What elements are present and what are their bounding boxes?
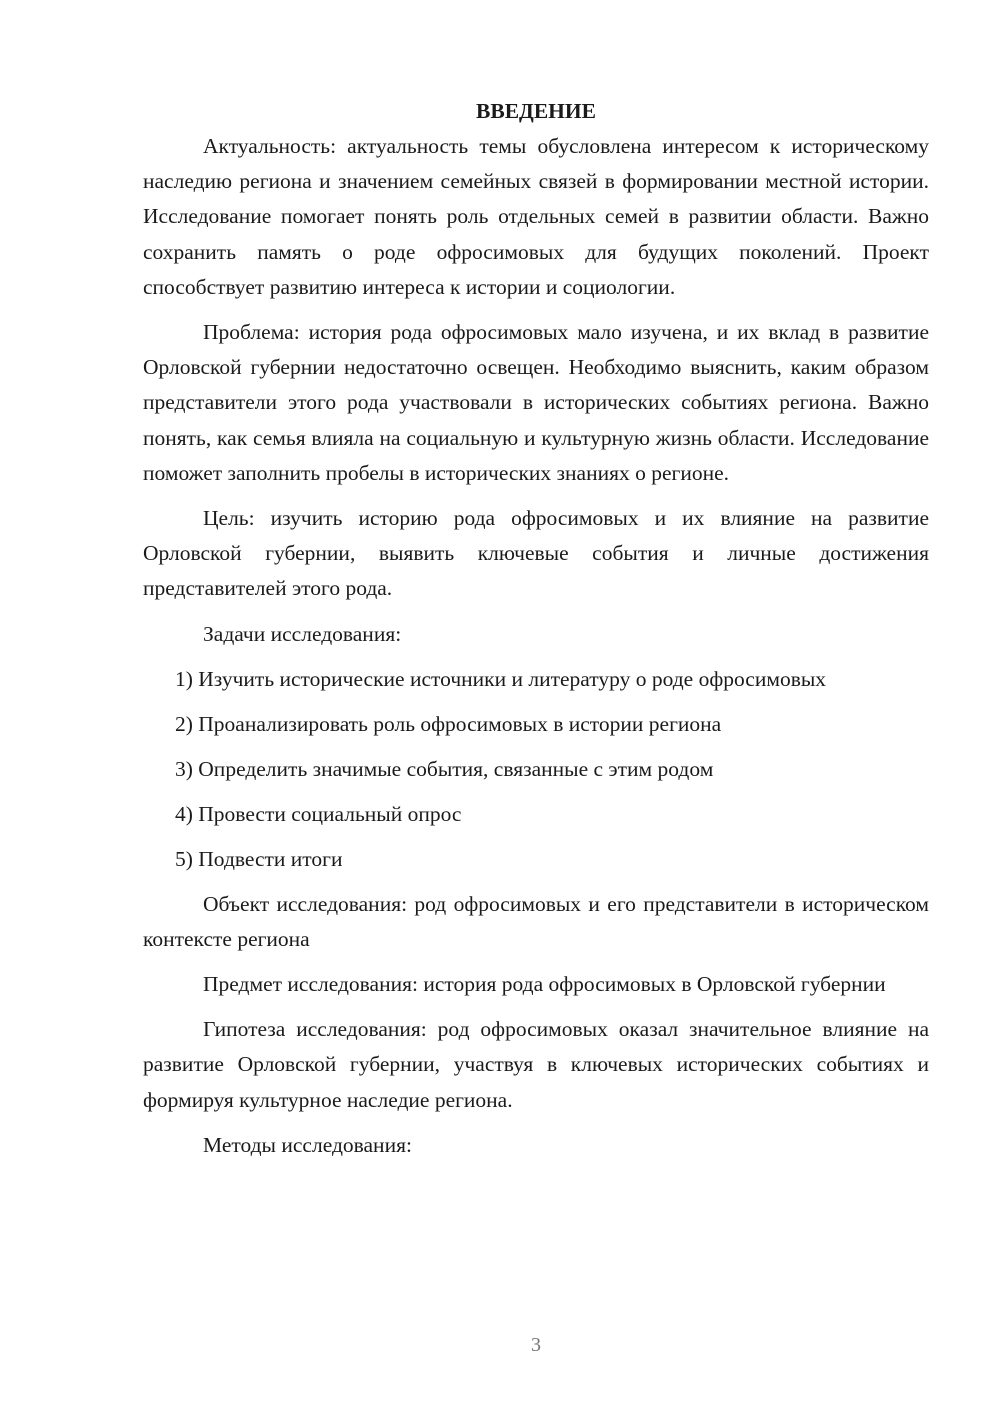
tasks-heading: Задачи исследования: [203, 621, 402, 646]
document-page [143, 94, 929, 1173]
paragraph-goal: Цель: изучить историю рода офросимовых и их влияние на развитие Орловской губернии, выявить ключевые события и личные достижения представителей этого рода. [143, 506, 929, 601]
paragraph-object: Объект исследования: род офросимовых и его представители в историческом контексте региона [143, 891, 929, 951]
tasks-list [143, 662, 929, 877]
list-item: 2) Проанализировать роль офросимовых в истории региона [175, 711, 722, 736]
list-item: 3) Определить значимые события, связанные с этим родом [175, 756, 714, 781]
paragraph-relevance: Актуальность: актуальность темы обусловлена интересом к историческому наследию региона и значением семейных связей в формировании местной истории. Исследование помогает понять роль отдельных семей в развитии области. Важно сохранить память о роде офросимовых для будущих поколений. Проект способствует развитию интереса к истории и социологии. [143, 134, 929, 299]
paragraph-hypothesis: Гипотеза исследования: род офросимовых оказал значительное влияние на развитие Орловской губернии, участвуя в ключевых исторических событиях и формируя культурное наследие региона. [143, 1017, 929, 1112]
page-title: ВВЕДЕНИЕ [476, 99, 596, 123]
page-number: 3 [531, 1334, 541, 1356]
methods-heading: Методы исследования: [203, 1132, 412, 1157]
paragraph-problem: Проблема: история рода офросимовых мало изучена, и их вклад в развитие Орловской губернии недостаточно освещен. Необходимо выяснить, каким образом представители этого рода участвовали в исторических событиях региона. Важно понять, как семья влияла на социальную и культурную жизнь области. Исследование поможет заполнить пробелы в исторических знаниях о регионе. [143, 320, 929, 485]
list-item: 5) Подвести итоги [175, 846, 343, 871]
list-item: 4) Провести социальный опрос [175, 801, 462, 826]
paragraph-subject: Предмет исследования: история рода офросимовых в Орловской губернии [203, 972, 886, 997]
list-item: 1) Изучить исторические источники и литературу о роде офросимовых [175, 666, 827, 691]
